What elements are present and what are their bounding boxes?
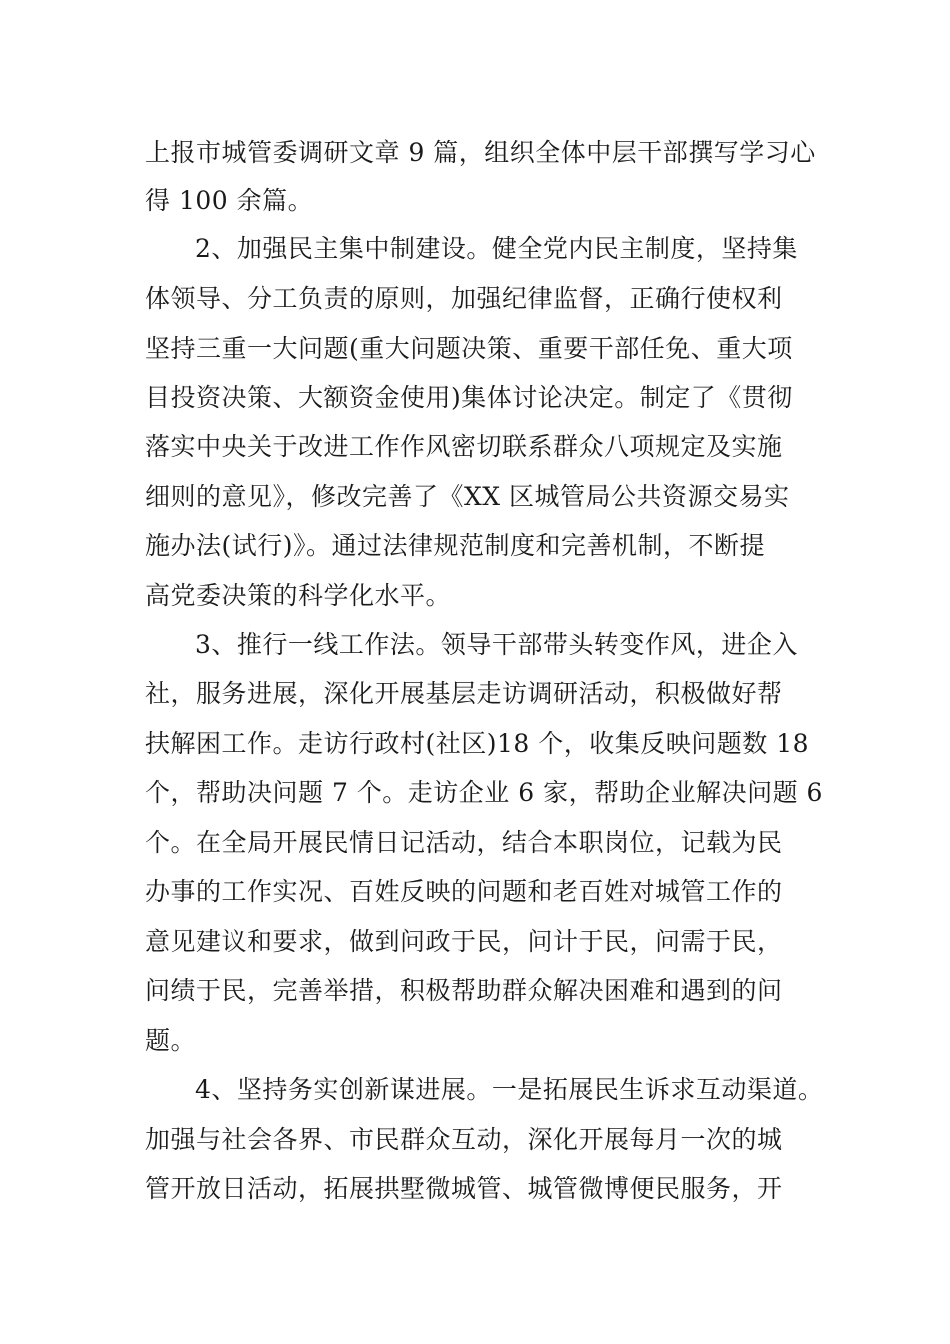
paragraph-3-line-1: 3、推行一线工作法。领导干部带头转变作风，进企入 — [195, 630, 798, 659]
text-line-4: 体领导、分工负责的原则，加强纪律监督，正确行使权利 — [145, 284, 783, 313]
text-line-21: 加强与社会各界、市民群众互动，深化开展每月一次的城 — [145, 1125, 783, 1154]
text-line-12: 社，服务进展，深化开展基层走访调研活动，积极做好帮 — [145, 679, 783, 708]
paragraph-2-line-1: 2、加强民主集中制建设。健全党内民主制度，坚持集 — [195, 234, 798, 263]
text-line-7: 落实中央关于改进工作作风密切联系群众八项规定及实施 — [145, 432, 783, 461]
text-line-5: 坚持三重一大问题(重大问题决策、重要干部任免、重大项 — [145, 334, 793, 363]
paragraph-4-line-1: 4、坚持务实创新谋进展。一是拓展民生诉求互动渠道。 — [195, 1075, 824, 1104]
text-line-13: 扶解困工作。走访行政村(社区)18 个，收集反映问题数 18 — [145, 729, 810, 758]
text-line-6: 目投资决策、大额资金使用)集体讨论决定。制定了《贯彻 — [145, 383, 793, 412]
text-line-18: 问绩于民，完善举措，积极帮助群众解决困难和遇到的问 — [145, 976, 783, 1005]
text-line-22: 管开放日活动，拓展拱墅微城管、城管微博便民服务，开 — [145, 1174, 783, 1203]
text-line-10: 高党委决策的科学化水平。 — [145, 581, 452, 610]
text-line-9: 施办法(试行)》。通过法律规范制度和完善机制，不断提 — [145, 531, 766, 560]
text-line-14: 个，帮助决问题 7 个。走访企业 6 家，帮助企业解决问题 6 — [145, 778, 823, 807]
text-line-19: 题。 — [145, 1026, 197, 1055]
text-line-17: 意见建议和要求，做到问政于民，问计于民，问需于民， — [145, 927, 783, 956]
text-line-2: 得 100 余篇。 — [145, 186, 314, 215]
text-line-8: 细则的意见》，修改完善了《XX 区城管局公共资源交易实 — [145, 482, 790, 511]
text-line-1: 上报市城管委调研文章 9 篇，组织全体中层干部撰写学习心 — [145, 138, 816, 167]
text-line-15: 个。在全局开展民情日记活动，结合本职岗位，记载为民 — [145, 828, 783, 857]
text-line-16: 办事的工作实况、百姓反映的问题和老百姓对城管工作的 — [145, 877, 783, 906]
